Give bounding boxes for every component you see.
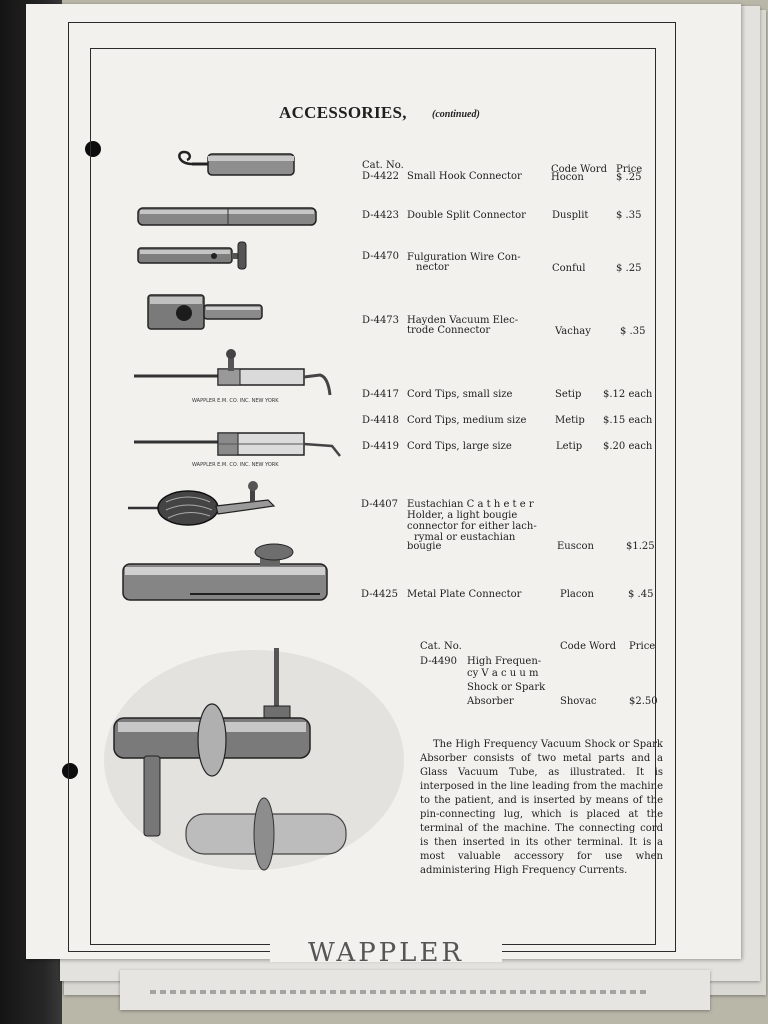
hayden-vacuum-electrode-connector-illustration [144, 293, 270, 333]
item-name: Cord Tips, large size [407, 441, 512, 452]
item-price: $1.25 [626, 541, 655, 552]
item-code-word: Dusplit [552, 210, 589, 221]
item-cat-no: D-4490 [420, 656, 458, 667]
header-price: Price [629, 641, 656, 652]
item-cat-no: D-4419 [362, 441, 400, 452]
item-cat-no: D-4425 [361, 589, 399, 600]
item-code-word: Conful [552, 263, 586, 274]
item-cat-no: D-4470 [362, 251, 400, 262]
eustachian-catheter-holder-illustration [126, 478, 278, 530]
item-cat-no: D-4418 [362, 415, 400, 426]
item-price: $ .35 [616, 210, 642, 221]
item-name-line: connector for either lach- [407, 521, 537, 532]
metal-plate-connector-illustration [120, 542, 330, 604]
next-page-edge-text [150, 990, 650, 994]
small-hook-connector-illustration [170, 150, 300, 180]
item-code-word: Vachay [555, 326, 591, 337]
header-cat-no: Cat. No. [420, 641, 462, 652]
page-title-continued: (continued) [432, 109, 480, 120]
item-code-word: Euscon [557, 541, 594, 552]
double-split-connector-illustration [136, 205, 320, 227]
item-name-line: cy V a c u u m [467, 668, 539, 679]
item-price: $.20 each [603, 441, 653, 452]
item-code-word: Shovac [560, 696, 597, 707]
item-price: $.12 each [603, 389, 653, 400]
item-name-line: Eustachian C a t h e t e r [407, 499, 534, 510]
large-tip-engraving: WAPPLER E.M. CO. INC. NEW YORK [192, 462, 279, 468]
item-price: $.15 each [603, 415, 653, 426]
item-cat-no: D-4422 [362, 171, 400, 182]
header-cat-no: Cat. No. [362, 160, 404, 171]
item-code-word: Hocon [551, 172, 584, 183]
item-name-line: High Frequen- [467, 656, 542, 667]
item-name: Double Split Connector [407, 210, 526, 221]
absorber-description: The High Frequency Vacuum Shock or Spark Absorber consists of two metal parts and a Glass Vacuum Tube, as illustrated. It is interposed in the line leading from the machine to the patient, and is inserted by means of the pin-connecting lug, which is placed at the terminal of the machine. The connecting cord is then inserted in its other terminal. It is a most valuable accessory for use when administering High Frequency Currents. [420, 739, 663, 876]
item-name-line: rymal or eustachian [414, 532, 516, 543]
item-name-line: Holder, a light bougie [407, 510, 518, 521]
item-name-line: Fulguration Wire Con- [407, 252, 521, 263]
item-price: $ .25 [616, 263, 642, 274]
item-price: $ .45 [628, 589, 654, 600]
item-name-line: Hayden Vacuum Elec- [407, 315, 519, 326]
item-code-word: Letip [556, 441, 583, 452]
item-name-line: bougie [407, 541, 442, 552]
item-cat-no: D-4417 [362, 389, 400, 400]
item-name-line: nector [416, 262, 449, 273]
item-code-word: Placon [560, 589, 594, 600]
item-cat-no: D-4423 [362, 210, 400, 221]
vacuum-shock-absorber-illustration [104, 640, 414, 880]
item-price: $ .25 [616, 172, 642, 183]
footer-logo: WAPPLER [270, 936, 502, 962]
item-price: $2.50 [629, 696, 658, 707]
item-name: Cord Tips, small size [407, 389, 513, 400]
header-code-word: Code Word [560, 641, 616, 652]
item-code-word: Setip [555, 389, 582, 400]
item-name-line: Shock or Spark [467, 682, 546, 693]
item-name: Metal Plate Connector [407, 589, 522, 600]
item-cat-no: D-4473 [362, 315, 400, 326]
item-cat-no: D-4407 [361, 499, 399, 510]
item-code-word: Metip [555, 415, 585, 426]
header-code-word: Code Word [551, 164, 607, 175]
small-tip-engraving: WAPPLER E.M. CO. INC. NEW YORK [192, 398, 279, 404]
item-name: Small Hook Connector [407, 171, 522, 182]
item-price: $ .35 [620, 326, 646, 337]
fulguration-wire-connector-illustration [134, 240, 254, 272]
cord-tip-small-illustration [132, 343, 342, 405]
item-name-line: trode Connector [407, 325, 491, 336]
page-title: ACCESSORIES, [279, 103, 407, 122]
header-price: Price [616, 164, 643, 175]
item-name: Cord Tips, medium size [407, 415, 527, 426]
item-name-line: Absorber [467, 696, 514, 707]
cord-tip-large-illustration [132, 428, 342, 470]
